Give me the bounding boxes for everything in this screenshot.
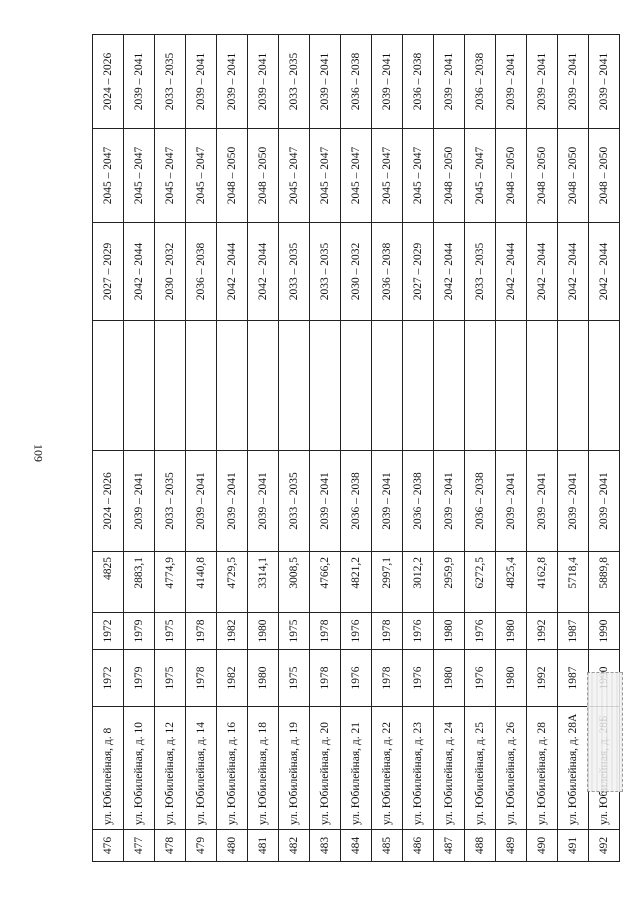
build-year-cell: 1976 bbox=[403, 650, 434, 707]
address-cell: ул. Юбилейная, д. 10 bbox=[124, 707, 155, 830]
period-cell-5: 2036 – 2038 bbox=[465, 35, 496, 129]
row-number-cell: 487 bbox=[434, 830, 465, 862]
period-cell-2 bbox=[186, 321, 217, 451]
period-cell-4: 2048 – 2050 bbox=[496, 129, 527, 223]
period-cell-1: 2036 – 2038 bbox=[403, 451, 434, 552]
table-row bbox=[124, 35, 155, 862]
period-cell-2 bbox=[496, 321, 527, 451]
period-cell-1: 2036 – 2038 bbox=[341, 451, 372, 552]
period-cell-1: 2039 – 2041 bbox=[589, 451, 620, 552]
commission-year-cell: 1980 bbox=[248, 613, 279, 650]
period-cell-4: 2048 – 2050 bbox=[527, 129, 558, 223]
period-cell-1: 2039 – 2041 bbox=[434, 451, 465, 552]
area-value-cell: 4821,2 bbox=[341, 552, 372, 613]
address-cell: ул. Юбилейная, д. 23 bbox=[403, 707, 434, 830]
period-cell-2 bbox=[527, 321, 558, 451]
area-value-cell: 2997,1 bbox=[372, 552, 403, 613]
period-cell-2 bbox=[248, 321, 279, 451]
table-row bbox=[403, 35, 434, 862]
table-row bbox=[217, 35, 248, 862]
area-value-cell: 4140,8 bbox=[186, 552, 217, 613]
period-cell-5: 2039 – 2041 bbox=[186, 35, 217, 129]
period-cell-1: 2039 – 2041 bbox=[186, 451, 217, 552]
area-value-cell: 5889,8 bbox=[589, 552, 620, 613]
row-number-cell: 485 bbox=[372, 830, 403, 862]
build-year-cell: 1976 bbox=[465, 650, 496, 707]
period-cell-5: 2039 – 2041 bbox=[496, 35, 527, 129]
address-cell: ул. Юбилейная, д. 24 bbox=[434, 707, 465, 830]
period-cell-2 bbox=[372, 321, 403, 451]
period-cell-5: 2039 – 2041 bbox=[527, 35, 558, 129]
period-cell-4: 2045 – 2047 bbox=[93, 129, 124, 223]
period-cell-4: 2045 – 2047 bbox=[310, 129, 341, 223]
area-value-cell: 3008,5 bbox=[279, 552, 310, 613]
period-cell-5: 2039 – 2041 bbox=[434, 35, 465, 129]
period-cell-3: 2036 – 2038 bbox=[372, 223, 403, 321]
commission-year-cell: 1975 bbox=[155, 613, 186, 650]
period-cell-3: 2042 – 2044 bbox=[558, 223, 589, 321]
address-cell: ул. Юбилейная, д. 20 bbox=[310, 707, 341, 830]
commission-year-cell: 1979 bbox=[124, 613, 155, 650]
period-cell-1: 2039 – 2041 bbox=[527, 451, 558, 552]
commission-year-cell: 1990 bbox=[589, 613, 620, 650]
build-year-cell: 1987 bbox=[558, 650, 589, 707]
area-value-cell: 4766,2 bbox=[310, 552, 341, 613]
period-cell-2 bbox=[341, 321, 372, 451]
address-cell: ул. Юбилейная, д. 28 bbox=[527, 707, 558, 830]
period-cell-5: 2024 – 2026 bbox=[93, 35, 124, 129]
period-cell-1: 2036 – 2038 bbox=[465, 451, 496, 552]
address-cell: ул. Юбилейная, д. 16 bbox=[217, 707, 248, 830]
period-cell-3: 2027 – 2029 bbox=[403, 223, 434, 321]
period-cell-1: 2024 – 2026 bbox=[93, 451, 124, 552]
area-value-cell: 2883,1 bbox=[124, 552, 155, 613]
table-row bbox=[496, 35, 527, 862]
period-cell-3: 2042 – 2044 bbox=[124, 223, 155, 321]
table-row bbox=[527, 35, 558, 862]
table-row bbox=[186, 35, 217, 862]
table-row bbox=[434, 35, 465, 862]
row-number-cell: 492 bbox=[589, 830, 620, 862]
build-year-cell: 1982 bbox=[217, 650, 248, 707]
address-cell: ул. Юбилейная, д. 28А bbox=[558, 707, 589, 830]
period-cell-2 bbox=[124, 321, 155, 451]
row-number-cell: 491 bbox=[558, 830, 589, 862]
period-cell-2 bbox=[310, 321, 341, 451]
period-cell-4: 2045 – 2047 bbox=[341, 129, 372, 223]
row-number-cell: 482 bbox=[279, 830, 310, 862]
build-year-cell: 1979 bbox=[124, 650, 155, 707]
build-year-cell: 1992 bbox=[527, 650, 558, 707]
period-cell-4: 2045 – 2047 bbox=[372, 129, 403, 223]
table-row bbox=[341, 35, 372, 862]
period-cell-2 bbox=[558, 321, 589, 451]
address-cell: ул. Юбилейная, д. 19 bbox=[279, 707, 310, 830]
table-row bbox=[372, 35, 403, 862]
period-cell-3: 2033 – 2035 bbox=[279, 223, 310, 321]
period-cell-2 bbox=[279, 321, 310, 451]
period-cell-4: 2048 – 2050 bbox=[558, 129, 589, 223]
row-number-cell: 483 bbox=[310, 830, 341, 862]
area-value-cell: 4774,9 bbox=[155, 552, 186, 613]
commission-year-cell: 1976 bbox=[341, 613, 372, 650]
period-cell-1: 2039 – 2041 bbox=[558, 451, 589, 552]
period-cell-1: 2033 – 2035 bbox=[155, 451, 186, 552]
rotated-table-container bbox=[92, 35, 610, 862]
area-value-cell: 4729,5 bbox=[217, 552, 248, 613]
period-cell-5: 2039 – 2041 bbox=[372, 35, 403, 129]
period-cell-2 bbox=[217, 321, 248, 451]
address-cell: ул. Юбилейная, д. 21 bbox=[341, 707, 372, 830]
row-number-cell: 490 bbox=[527, 830, 558, 862]
table-row bbox=[310, 35, 341, 862]
period-cell-1: 2039 – 2041 bbox=[496, 451, 527, 552]
commission-year-cell: 1972 bbox=[93, 613, 124, 650]
period-cell-5: 2036 – 2038 bbox=[341, 35, 372, 129]
row-number-cell: 479 bbox=[186, 830, 217, 862]
period-cell-5: 2039 – 2041 bbox=[248, 35, 279, 129]
period-cell-3: 2033 – 2035 bbox=[310, 223, 341, 321]
table-row bbox=[248, 35, 279, 862]
row-number-cell: 478 bbox=[155, 830, 186, 862]
period-cell-5: 2039 – 2041 bbox=[124, 35, 155, 129]
row-number-cell: 484 bbox=[341, 830, 372, 862]
period-cell-1: 2039 – 2041 bbox=[248, 451, 279, 552]
period-cell-4: 2048 – 2050 bbox=[217, 129, 248, 223]
row-number-cell: 488 bbox=[465, 830, 496, 862]
period-cell-4: 2045 – 2047 bbox=[279, 129, 310, 223]
commission-year-cell: 1987 bbox=[558, 613, 589, 650]
period-cell-2 bbox=[403, 321, 434, 451]
address-cell: ул. Юбилейная, д. 18 bbox=[248, 707, 279, 830]
table-row bbox=[93, 35, 124, 862]
build-year-cell: 1976 bbox=[341, 650, 372, 707]
period-cell-4: 2045 – 2047 bbox=[124, 129, 155, 223]
period-cell-5: 2039 – 2041 bbox=[558, 35, 589, 129]
table-row bbox=[465, 35, 496, 862]
build-year-cell: 1975 bbox=[279, 650, 310, 707]
table-body bbox=[93, 35, 620, 862]
commission-year-cell: 1976 bbox=[465, 613, 496, 650]
area-value-cell: 2959,9 bbox=[434, 552, 465, 613]
period-cell-5: 2039 – 2041 bbox=[217, 35, 248, 129]
period-cell-3: 2042 – 2044 bbox=[589, 223, 620, 321]
commission-year-cell: 1976 bbox=[403, 613, 434, 650]
build-year-cell: 1980 bbox=[496, 650, 527, 707]
row-number-cell: 480 bbox=[217, 830, 248, 862]
period-cell-5: 2036 – 2038 bbox=[403, 35, 434, 129]
build-year-cell: 1972 bbox=[93, 650, 124, 707]
period-cell-5: 2033 – 2035 bbox=[155, 35, 186, 129]
address-cell: ул. Юбилейная, д. 26 bbox=[496, 707, 527, 830]
period-cell-4: 2048 – 2050 bbox=[589, 129, 620, 223]
period-cell-1: 2039 – 2041 bbox=[372, 451, 403, 552]
table-row bbox=[155, 35, 186, 862]
period-cell-2 bbox=[155, 321, 186, 451]
period-cell-4: 2045 – 2047 bbox=[186, 129, 217, 223]
address-cell: ул. Юбилейная, д. 14 bbox=[186, 707, 217, 830]
commission-year-cell: 1978 bbox=[372, 613, 403, 650]
period-cell-2 bbox=[434, 321, 465, 451]
area-value-cell: 4825,4 bbox=[496, 552, 527, 613]
period-cell-2 bbox=[589, 321, 620, 451]
period-cell-4: 2048 – 2050 bbox=[434, 129, 465, 223]
commission-year-cell: 1982 bbox=[217, 613, 248, 650]
build-year-cell: 1980 bbox=[248, 650, 279, 707]
period-cell-1: 2033 – 2035 bbox=[279, 451, 310, 552]
build-year-cell: 1978 bbox=[372, 650, 403, 707]
row-number-cell: 476 bbox=[93, 830, 124, 862]
area-value-cell: 4162,8 bbox=[527, 552, 558, 613]
commission-year-cell: 1992 bbox=[527, 613, 558, 650]
area-value-cell: 3314,1 bbox=[248, 552, 279, 613]
period-cell-4: 2045 – 2047 bbox=[155, 129, 186, 223]
period-cell-3: 2027 – 2029 bbox=[93, 223, 124, 321]
address-cell: ул. Юбилейная, д. 25 bbox=[465, 707, 496, 830]
address-cell: ул. Юбилейная, д. 22 bbox=[372, 707, 403, 830]
table-row bbox=[279, 35, 310, 862]
build-year-cell: 1980 bbox=[434, 650, 465, 707]
build-year-cell: 1975 bbox=[155, 650, 186, 707]
period-cell-3: 2030 – 2032 bbox=[155, 223, 186, 321]
row-number-cell: 481 bbox=[248, 830, 279, 862]
build-year-cell: 1978 bbox=[310, 650, 341, 707]
housing-register-table bbox=[92, 34, 620, 862]
period-cell-3: 2042 – 2044 bbox=[248, 223, 279, 321]
area-value-cell: 4825 bbox=[93, 552, 124, 613]
period-cell-5: 2039 – 2041 bbox=[310, 35, 341, 129]
period-cell-1: 2039 – 2041 bbox=[310, 451, 341, 552]
area-value-cell: 3012,2 bbox=[403, 552, 434, 613]
period-cell-4: 2045 – 2047 bbox=[465, 129, 496, 223]
area-value-cell: 6272,5 bbox=[465, 552, 496, 613]
period-cell-2 bbox=[93, 321, 124, 451]
row-number-cell: 477 bbox=[124, 830, 155, 862]
commission-year-cell: 1978 bbox=[310, 613, 341, 650]
commission-year-cell: 1975 bbox=[279, 613, 310, 650]
period-cell-5: 2039 – 2041 bbox=[589, 35, 620, 129]
period-cell-3: 2042 – 2044 bbox=[217, 223, 248, 321]
row-number-cell: 489 bbox=[496, 830, 527, 862]
page-number: 109 bbox=[31, 444, 46, 462]
commission-year-cell: 1978 bbox=[186, 613, 217, 650]
period-cell-3: 2033 – 2035 bbox=[465, 223, 496, 321]
commission-year-cell: 1980 bbox=[434, 613, 465, 650]
commission-year-cell: 1980 bbox=[496, 613, 527, 650]
period-cell-2 bbox=[465, 321, 496, 451]
period-cell-3: 2042 – 2044 bbox=[496, 223, 527, 321]
period-cell-1: 2039 – 2041 bbox=[217, 451, 248, 552]
period-cell-3: 2042 – 2044 bbox=[434, 223, 465, 321]
period-cell-4: 2048 – 2050 bbox=[248, 129, 279, 223]
period-cell-3: 2042 – 2044 bbox=[527, 223, 558, 321]
period-cell-5: 2033 – 2035 bbox=[279, 35, 310, 129]
area-value-cell: 5718,4 bbox=[558, 552, 589, 613]
address-cell: ул. Юбилейная, д. 8 bbox=[93, 707, 124, 830]
period-cell-4: 2045 – 2047 bbox=[403, 129, 434, 223]
build-year-cell: 1978 bbox=[186, 650, 217, 707]
table-row bbox=[558, 35, 589, 862]
period-cell-1: 2039 – 2041 bbox=[124, 451, 155, 552]
row-number-cell: 486 bbox=[403, 830, 434, 862]
period-cell-3: 2030 – 2032 bbox=[341, 223, 372, 321]
stamp-mark bbox=[587, 672, 623, 792]
address-cell: ул. Юбилейная, д. 12 bbox=[155, 707, 186, 830]
period-cell-3: 2036 – 2038 bbox=[186, 223, 217, 321]
